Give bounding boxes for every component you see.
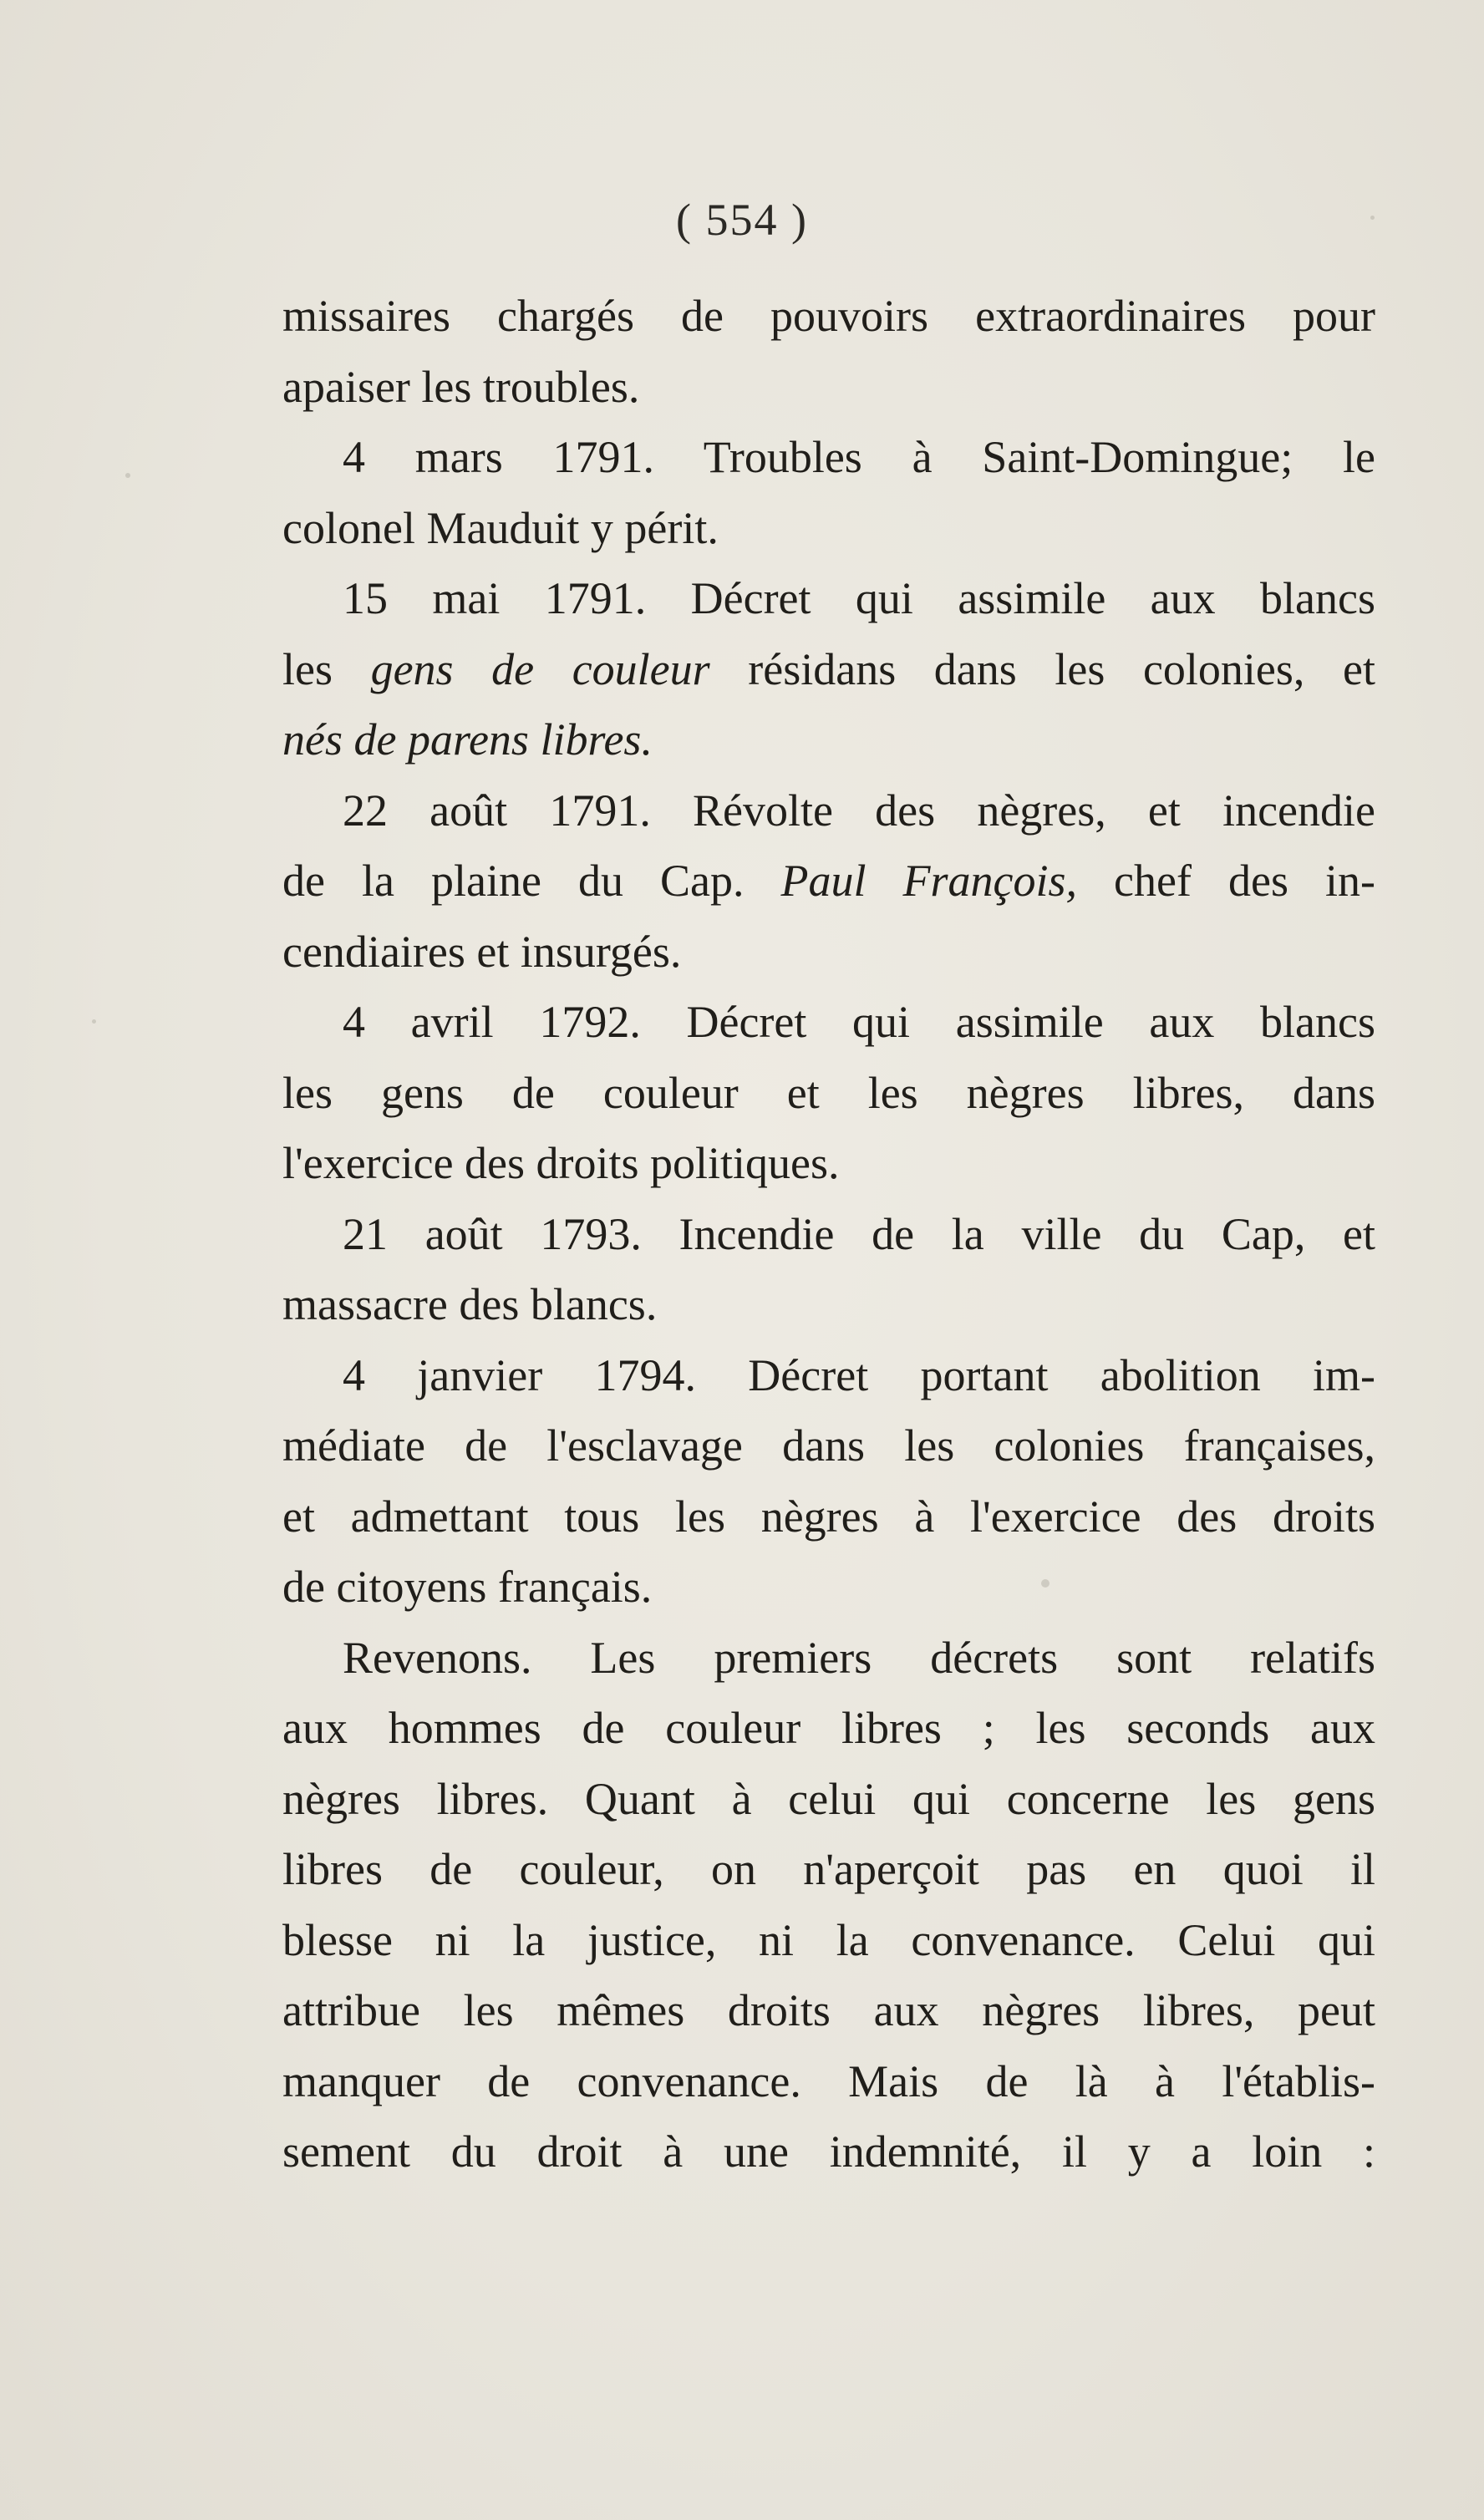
paragraph [282,1340,1375,1623]
body-text [282,281,1375,2187]
page-number: ( 554 ) [676,195,808,245]
text-line: manquer de convenance. Mais de là à l'établis- [282,2055,1375,2106]
paragraph [282,563,1375,775]
text-line-with-italic [282,704,1375,775]
text-line: blesse ni la justice, ni la convenance. Celui qui [282,1914,1375,1965]
text-line: Revenons. Les premiers décrets sont relatifs [343,1632,1375,1683]
text-line: missaires chargés de pouvoirs extraordinaires pour [282,291,1375,341]
text-line: libres de couleur, on n'aperçoit pas en quoi il [282,1844,1375,1894]
text-line: l'exercice des droits politiques. [282,1138,840,1188]
italic-text: nés de parens libres. [282,714,653,765]
paragraph [282,1623,1375,2187]
text-line: aux hommes de couleur libres ; les seconds aux [282,1703,1375,1753]
text-line: les gens de couleur et les nègres libres, dans [282,1067,1375,1118]
text-line: 22 août 1791. Révolte des nègres, et incendie [343,785,1375,836]
paragraph [282,1199,1375,1340]
rich-line [282,714,653,765]
text-line: nègres libres. Quant à celui qui concerne les gens [282,1773,1375,1824]
text-line: colonel Mauduit y périt. [282,502,719,553]
paragraph [282,281,1375,422]
paper-speck [1370,216,1375,220]
paper-speck [1041,1579,1049,1588]
text-line: 15 mai 1791. Décret qui assimile aux blancs [343,573,1375,623]
text-line-with-italic [282,634,1375,705]
paper-speck [125,473,130,478]
text-line: 21 août 1793. Incendie de la ville du Cap, et [343,1208,1375,1259]
text-line: cendiaires et insurgés. [282,926,682,977]
rich-line: les gens de couleur résidans dans les colonies, et [282,643,1375,694]
text-line: 4 avril 1792. Décret qui assimile aux blancs [343,997,1375,1047]
text-line: et admettant tous les nègres à l'exercice des droits [282,1491,1375,1542]
text-line: sement du droit à une indemnité, il y a loin : [282,2126,1375,2177]
text-line: médiate de l'esclavage dans les colonies françaises, [282,1420,1375,1471]
paragraph [282,775,1375,988]
text-line-with-italic [282,846,1375,917]
italic-text: gens de couleur [370,643,710,694]
text-line: attribue les mêmes droits aux nègres libres, peut [282,1985,1375,2035]
paragraph [282,422,1375,563]
italic-text: Paul François, [780,856,1078,906]
text-line: 4 janvier 1794. Décret portant abolition im- [343,1349,1375,1400]
paper-speck [92,1019,96,1024]
text-line: 4 mars 1791. Troubles à Saint-Domingue; le [343,432,1375,482]
text-line: massacre des blancs. [282,1279,658,1329]
rich-line: de la plaine du Cap. Paul François, chef des in- [282,856,1376,906]
text-line: apaiser les troubles. [282,361,640,412]
paragraph [282,987,1375,1199]
text-line: de citoyens français. [282,1562,653,1612]
